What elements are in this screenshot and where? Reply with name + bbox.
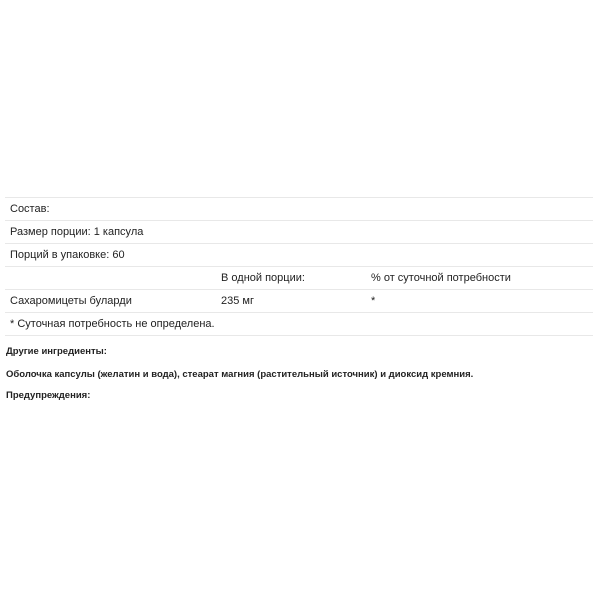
other-ingredients-text: Оболочка капсулы (желатин и вода), стеарат магния (растительный источник) и диоксид кремния. [6, 369, 474, 380]
composition-row [5, 198, 593, 221]
servings-per-container-row [5, 244, 593, 267]
footnote: * Суточная потребность не определена. [5, 313, 593, 336]
servings-per-container: Порций в упаковке: 60 [5, 244, 593, 267]
ingredient-amount: 235 мг [216, 290, 366, 313]
header-name [5, 267, 216, 290]
supplement-facts-table [5, 197, 593, 336]
ingredient-name: Сахаромицеты буларди [5, 290, 216, 313]
header-daily-value: % от суточной потребности [366, 267, 593, 290]
other-ingredients-label: Другие ингредиенты: [6, 346, 107, 357]
header-amount: В одной порции: [216, 267, 366, 290]
footnote-row [5, 313, 593, 336]
ingredient-daily-value: * [366, 290, 593, 313]
serving-size: Размер порции: 1 капсула [5, 221, 593, 244]
composition-label: Состав: [5, 198, 593, 221]
warnings-label: Предупреждения: [6, 390, 91, 401]
serving-size-row [5, 221, 593, 244]
table-header-row [5, 267, 593, 290]
table-row [5, 290, 593, 313]
